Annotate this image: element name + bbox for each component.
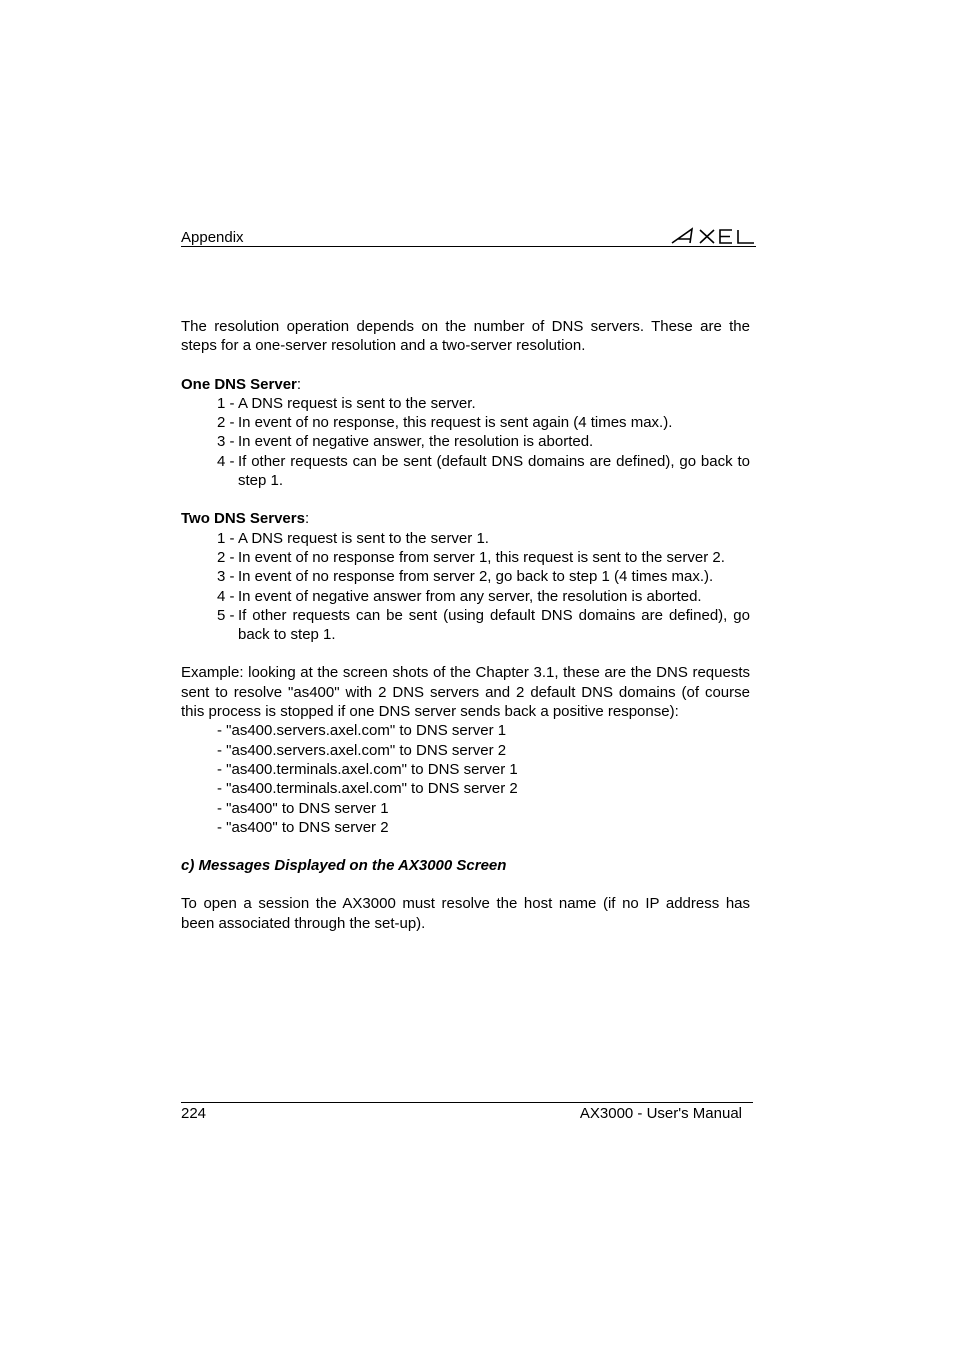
- axel-logo: [670, 224, 756, 246]
- step-number: 1 -: [217, 529, 235, 547]
- list-item: - "as400.terminals.axel.com" to DNS server 2: [217, 780, 518, 798]
- list-item: [181, 413, 750, 432]
- list-item: - "as400.servers.axel.com" to DNS server 1: [217, 722, 507, 740]
- step-text: In event of no response from server 2, go back to step 1 (4 times max.).: [238, 568, 714, 586]
- step-number: 3 -: [217, 568, 235, 586]
- step-number: 4 -: [217, 452, 235, 470]
- step-number: 5 -: [217, 606, 235, 624]
- list-item: - "as400.servers.axel.com" to DNS server 2: [217, 741, 507, 759]
- list-item: [181, 432, 750, 451]
- step-text: In event of no response, this request is sent again (4 times max.).: [238, 414, 673, 432]
- list-item: [181, 567, 750, 586]
- list-item: - "as400.terminals.axel.com" to DNS server 1: [217, 760, 518, 778]
- two-servers-steps: [181, 529, 750, 645]
- list-item: [181, 529, 750, 548]
- page-number: 224: [181, 1105, 207, 1122]
- section-c-paragraph: To open a session the AX3000 must resolve the host name (if no IP address has been associated through the set-up).: [181, 895, 750, 932]
- manual-title: AX3000 - User's Manual: [579, 1105, 742, 1122]
- page-header: [181, 224, 756, 247]
- header-section-title: Appendix: [181, 229, 244, 246]
- step-number: 3 -: [217, 433, 235, 451]
- page-footer: [181, 1102, 753, 1122]
- list-item: [181, 587, 750, 606]
- step-number: 1 -: [217, 394, 235, 412]
- step-text: In event of negative answer from any server, the resolution is aborted.: [238, 587, 702, 605]
- one-server-heading-text: One DNS Server: [181, 375, 297, 393]
- list-item: - "as400" to DNS server 1: [217, 799, 389, 817]
- step-text: In event of negative answer, the resolution is aborted.: [238, 433, 594, 451]
- two-servers-heading: Two DNS Servers:: [181, 510, 310, 528]
- step-text: A DNS request is sent to the server 1.: [238, 529, 489, 547]
- list-item: - "as400" to DNS server 2: [217, 818, 389, 836]
- page-content: [181, 317, 750, 933]
- example-list: [181, 721, 750, 837]
- intro-paragraph: The resolution operation depends on the number of DNS servers. These are the steps for a one-server resolution and a two-server resolution.: [181, 318, 750, 355]
- step-text: If other requests can be sent (default DNS domains are defined), go back to step 1.: [238, 452, 750, 490]
- two-servers-heading-text: Two DNS Servers: [181, 510, 305, 528]
- list-item: [181, 452, 750, 491]
- step-number: 2 -: [217, 548, 235, 566]
- step-number: 2 -: [217, 414, 235, 432]
- step-text: A DNS request is sent to the server.: [238, 394, 476, 412]
- example-paragraph: Example: looking at the screen shots of the Chapter 3.1, these are the DNS requests sent to resolve "as400" with 2 DNS servers and 2 default DNS domains (of course this process is stopped if one DNS server sends back a positive response):: [181, 664, 750, 721]
- list-item: [181, 606, 750, 645]
- step-number: 4 -: [217, 587, 235, 605]
- list-item: [181, 394, 750, 413]
- one-server-heading: One DNS Server:: [181, 375, 302, 393]
- section-c-heading: c) Messages Displayed on the AX3000 Screen: [181, 857, 507, 875]
- list-item: [181, 548, 750, 567]
- step-text: If other requests can be sent (using default DNS domains are defined), go back to step 1.: [238, 606, 750, 644]
- one-server-steps: [181, 394, 750, 490]
- step-text: In event of no response from server 1, this request is sent to the server 2.: [238, 548, 725, 566]
